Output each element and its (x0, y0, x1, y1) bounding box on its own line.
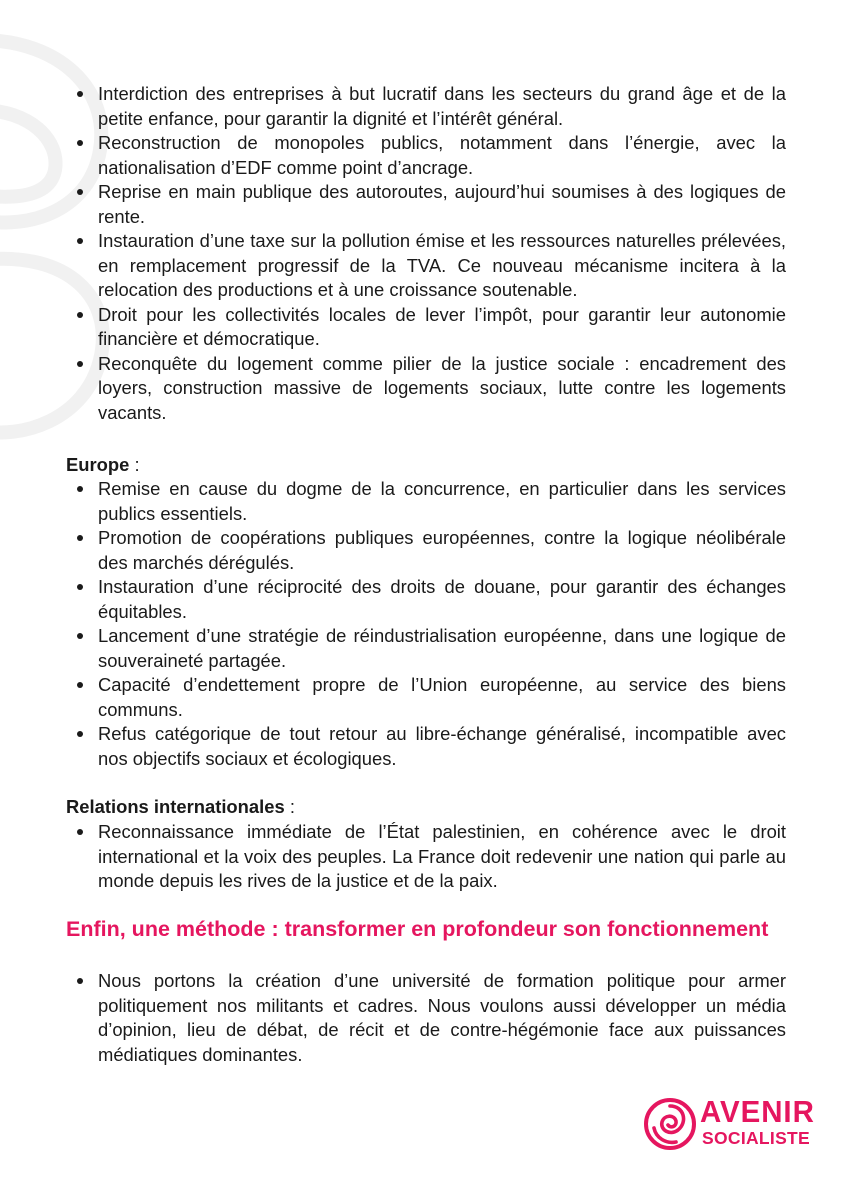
list-item: Interdiction des entreprises à but lucratif dans les secteurs du grand âge et de la petite enfance, pour garantir la dignité et l’intérêt général. (72, 82, 786, 131)
relations-list (72, 820, 786, 894)
europe-list (72, 477, 786, 771)
measures-list (72, 82, 786, 425)
list-item: Reconnaissance immédiate de l’État palestinien, en cohérence avec le droit international et la voix des peuples. La France doit redevenir une nation qui parle au monde depuis les rives de la justice et de la paix. (72, 820, 786, 894)
list-item: Lancement d’une stratégie de réindustrialisation européenne, dans une logique de souveraineté partagée. (72, 624, 786, 673)
list-item: Reconquête du logement comme pilier de la justice sociale : encadrement des loyers, construction massive de logements sociaux, lutte contre les logements vacants. (72, 352, 786, 426)
list-item: Reconstruction de monopoles publics, notamment dans l’énergie, avec la nationalisation d’EDF comme point d’ancrage. (72, 131, 786, 180)
relations-heading-label: Relations internationales (66, 796, 285, 817)
method-section-title: Enfin, une méthode : transformer en profondeur son fonctionnement (66, 917, 769, 941)
list-item: Promotion de coopérations publiques européennes, contre la logique néolibérale des marchés dérégulés. (72, 526, 786, 575)
list-item: Reprise en main publique des autoroutes, aujourd’hui soumises à des logiques de rente. (72, 180, 786, 229)
europe-heading (66, 453, 140, 477)
avenir-socialiste-logo (644, 1094, 815, 1154)
list-item: Instauration d’une taxe sur la pollution émise et les ressources naturelles prélevées, en remplacement progressif de la TVA. Ce nouveau mécanisme incitera à la relocation des productions et à une croissance soutenable. (72, 229, 786, 303)
list-item: Nous portons la création d’une université de formation politique pour armer politiquement nos militants et cadres. Nous voulons aussi développer un média d’opinion, lieu de débat, de récit et de contre-hégémonie face aux puissances médiatiques dominantes. (72, 969, 786, 1067)
logo-text-socialiste: SOCIALISTE (702, 1128, 811, 1148)
logo-text-avenir: AVENIR (700, 1094, 815, 1129)
rose-icon (644, 1098, 696, 1150)
europe-heading-label: Europe (66, 454, 130, 475)
list-item: Refus catégorique de tout retour au libre-échange généralisé, incompatible avec nos objectifs sociaux et écologiques. (72, 722, 786, 771)
relations-heading (66, 795, 295, 819)
list-item: Droit pour les collectivités locales de lever l’impôt, pour garantir leur autonomie financière et démocratique. (72, 303, 786, 352)
europe-heading-suffix: : (129, 454, 140, 475)
relations-heading-suffix: : (284, 796, 295, 817)
list-item: Capacité d’endettement propre de l’Union européenne, au service des biens communs. (72, 673, 786, 722)
list-item: Remise en cause du dogme de la concurrence, en particulier dans les services publics essentiels. (72, 477, 786, 526)
method-list (72, 969, 786, 1067)
list-item: Instauration d’une réciprocité des droits de douane, pour garantir des échanges équitables. (72, 575, 786, 624)
